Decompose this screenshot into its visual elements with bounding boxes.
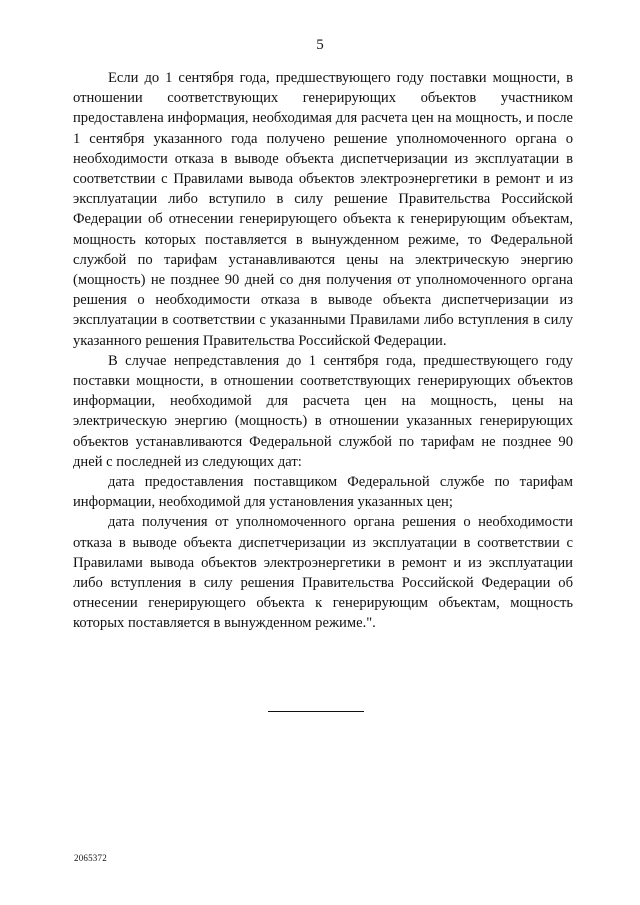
closing-divider (268, 711, 364, 712)
paragraph-1: Если до 1 сентября года, предшествующего году поставки мощности, в отношении соответствующих генерирующих объектов участником предоставлена информация, необходимая для расчета цен на мощность, и после 1 сентября указанного года получено решение уполномоченного органа о необходимости отказа в выводе объекта диспетчеризации из эксплуатации в соответствии с Правилами вывода объектов электроэнергетики в ремонт и из эксплуатации либо вступило в силу решение Правительства Российской Федерации об отнесении генерирующего объекта к генерирующим объектам, мощность которых поставляется в вынужденном режиме, то Федеральной службой по тарифам устанавливаются цены на электрическую энергию (мощность) не позднее 90 дней со дня получения от уполномоченного органа решения о необходимости отказа в выводе объекта диспетчеризации из эксплуатации в соответствии с указанными Правилами либо вступления в силу указанного решения Правительства Российской Федерации. (73, 70, 573, 349)
paragraph-4: дата получения от уполномоченного органа решения о необходимости отказа в выводе объекта диспетчеризации из эксплуатации в соответствии с Правилами вывода объектов электроэнергетики в ремонт и из эксплуатации либо вступления в силу решения Правительства Российской Федерации об отнесении генерирующего объекта к генерирующим объектам, мощность которых поставляется в вынужденном режиме.". (73, 514, 573, 632)
paragraph-3: дата предоставления поставщиком Федеральной службе по тарифам информации, необходимой для установления указанных цен; (73, 474, 573, 511)
page-number: 5 (316, 37, 324, 53)
document-code: 2065372 (74, 853, 107, 863)
paragraph-2: В случае непредставления до 1 сентября года, предшествующего году поставки мощности, в отношении соответствующих генерирующих объектов информации, необходимой для расчета цен на мощность, цены на электрическую энергию (мощность) в отношении указанных генерирующих объектов устанавливаются Федеральной службой по тарифам не позднее 90 дней с последней из следующих дат: (73, 352, 573, 470)
document-body (73, 68, 573, 634)
